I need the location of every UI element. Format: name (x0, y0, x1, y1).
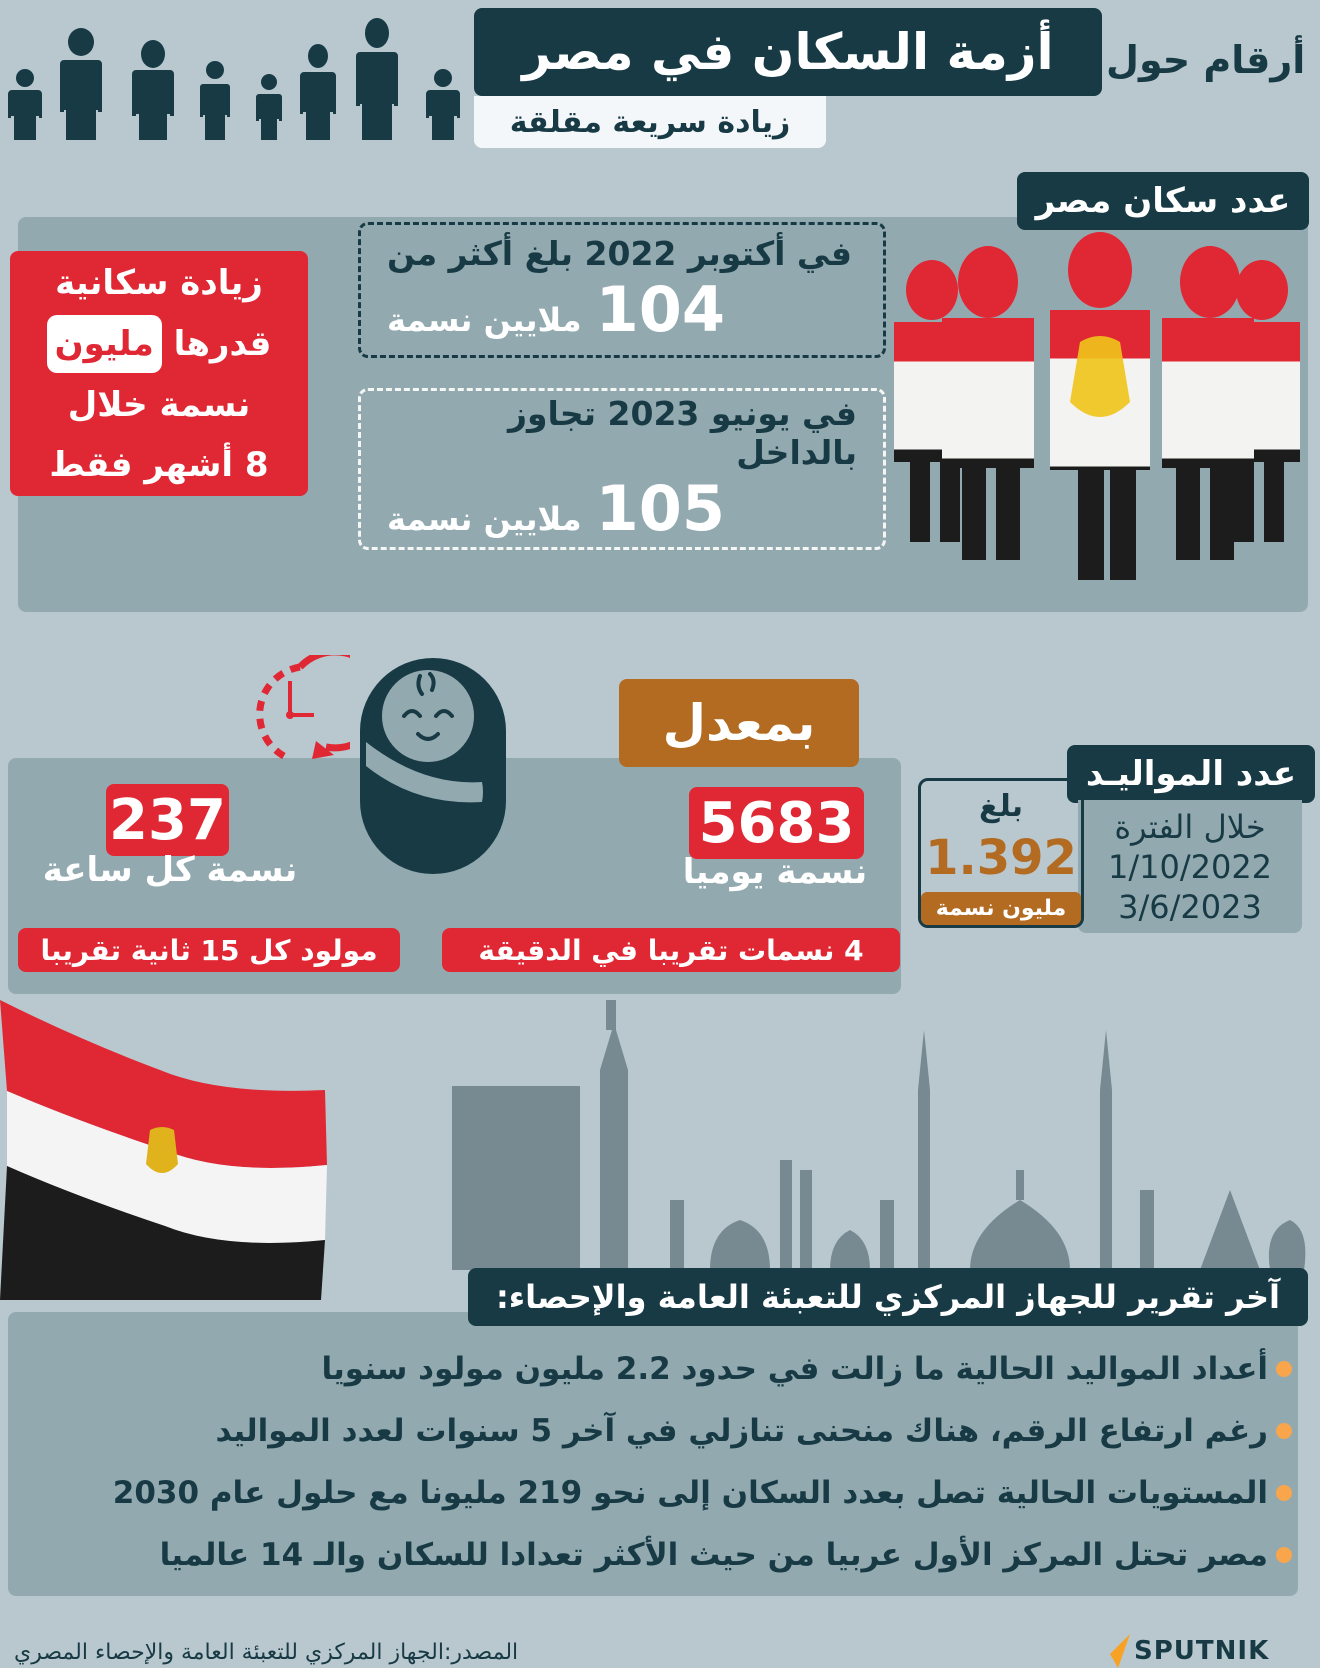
period-date-to: 3/6/2023 (1118, 887, 1262, 926)
reached-label: بلغ (979, 789, 1024, 824)
hourly-births-caption: نسمة كل ساعة (42, 850, 298, 890)
page-subtitle: زيادة سريعة مقلقة (474, 96, 826, 148)
million-highlight: مليون (47, 315, 162, 373)
report-item (30, 1528, 1292, 1582)
person-icon (356, 18, 398, 140)
births-period (1078, 800, 1302, 933)
rate-label: بمعدل (619, 679, 859, 767)
increase-line-2 (47, 315, 272, 373)
births-count-heading: عدد المواليـد (1067, 745, 1315, 803)
increase-line-3: نسمة خلال (67, 384, 251, 425)
reached-number: 1.392 (925, 830, 1077, 886)
increase-callout (10, 251, 308, 496)
stat-value (387, 273, 725, 346)
report-item-text: المستويات الحالية تصل بعدد السكان إلى نحو 219 مليونا مع حلول عام 2030 (112, 1475, 1268, 1511)
person-icon (60, 28, 102, 140)
per-minute-note: 4 نسمات تقريبا في الدقيقة (442, 928, 900, 972)
person-icon (200, 60, 230, 140)
report-item (30, 1342, 1292, 1396)
stat-label: في يونيو 2023 تجاوز بالداخل (507, 393, 857, 472)
population-heading: عدد سكان مصر (1017, 172, 1309, 230)
stat-unit: ملايين نسمة (387, 301, 582, 339)
person-icon (300, 44, 336, 140)
egypt-flag-icon (0, 1000, 330, 1300)
stat-box-oct-2022 (358, 222, 886, 358)
sputnik-logo-icon (1110, 1634, 1130, 1668)
report-list (30, 1342, 1292, 1582)
increase-line-2-prefix: قدرها (173, 323, 272, 364)
title-prefix: أرقام حول (1106, 38, 1306, 82)
person-icon (256, 74, 282, 140)
stat-number: 104 (595, 273, 725, 346)
per-seconds-note: مولود كل 15 ثانية تقريبا (18, 928, 400, 972)
stat-box-jun-2023 (358, 388, 886, 550)
person-icon (8, 68, 42, 140)
stat-value (387, 472, 725, 545)
bullet-icon (1276, 1547, 1292, 1563)
brand-name: SPUTNIK (1134, 1636, 1270, 1666)
person-icon (426, 68, 460, 140)
report-item-text: أعداد المواليد الحالية ما زالت في حدود 2.2 مليون مولود سنويا (321, 1351, 1268, 1387)
report-item-text: مصر تحتل المركز الأول عربيا من حيث الأكثر تعدادا للسكان والـ 14 عالميا (159, 1537, 1268, 1573)
person-icon (132, 40, 174, 140)
people-silhouettes-icon (8, 18, 463, 140)
report-item-text: رغم ارتفاع الرقم، هناك منحنى تنازلي في آخر 5 سنوات لعدد المواليد (215, 1413, 1268, 1449)
page-title: أزمة السكان في مصر (474, 8, 1102, 96)
reached-unit: مليون نسمة (921, 892, 1081, 925)
period-label: خلال الفترة (1114, 807, 1266, 846)
daily-births-caption: نسمة يوميا (682, 852, 868, 892)
stat-label: في أكتوبر 2022 بلغ أكثر من (387, 234, 852, 273)
births-total (918, 778, 1084, 928)
report-item (30, 1466, 1292, 1520)
bullet-icon (1276, 1423, 1292, 1439)
sputnik-logo (1110, 1634, 1269, 1668)
period-date-from: 1/10/2022 (1107, 847, 1273, 886)
report-item (30, 1404, 1292, 1458)
clock-icon (230, 655, 350, 771)
baby-icon (358, 656, 508, 876)
increase-line-4: 8 أشهر فقط (49, 444, 269, 485)
stat-number: 105 (595, 471, 725, 545)
report-heading: آخر تقرير للجهاز المركزي للتعبئة العامة والإحصاء: (468, 1268, 1308, 1326)
increase-line-1: زيادة سكانية (55, 262, 263, 303)
bullet-icon (1276, 1485, 1292, 1501)
egypt-flag-people-icon (890, 230, 1305, 590)
cairo-skyline-icon (440, 1000, 1310, 1270)
hourly-births-number: 237 (106, 784, 229, 856)
source-note: المصدر:الجهاز المركزي للتعبئة العامة والإحصاء المصري (14, 1640, 519, 1665)
daily-births-number: 5683 (689, 787, 864, 859)
stat-unit: ملايين نسمة (387, 499, 582, 538)
bullet-icon (1276, 1361, 1292, 1377)
